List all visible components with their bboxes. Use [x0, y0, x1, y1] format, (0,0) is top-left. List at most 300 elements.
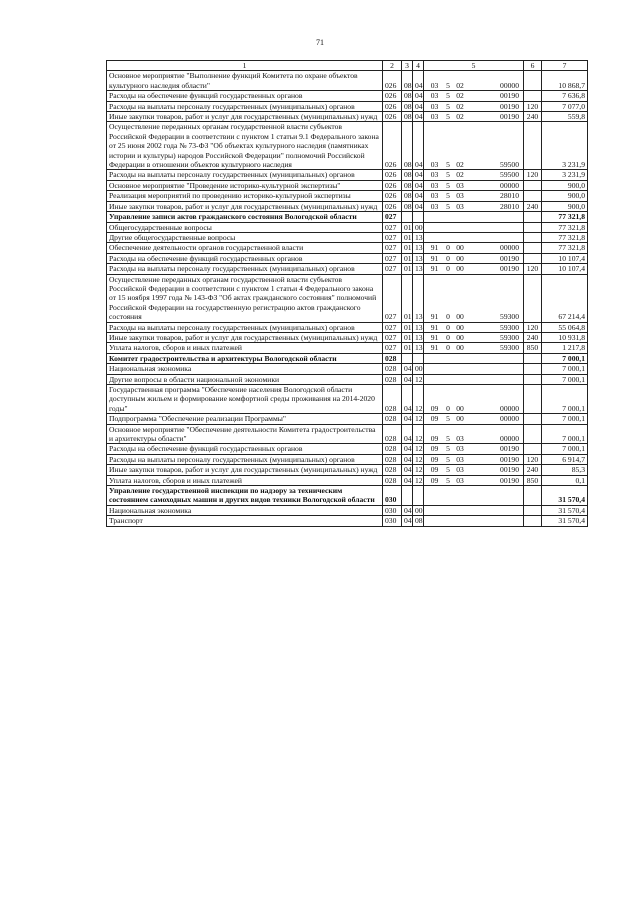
- amount-cell: 3 231,9: [542, 170, 588, 180]
- expense-name-cell: Другие общегосударственные вопросы: [107, 232, 383, 242]
- expense-name-cell: Иные закупки товаров, работ и услуг для государственных (муниципальных) нужд: [107, 201, 383, 211]
- section-code-cell: 01: [402, 253, 413, 263]
- expense-kind-cell: [524, 516, 542, 526]
- amount-cell: 7 077,0: [542, 101, 588, 111]
- target-subprogram-part: 5: [446, 475, 450, 485]
- expense-kind-cell: 120: [524, 264, 542, 274]
- target-article-cell: [424, 343, 524, 353]
- page-number: 71: [316, 38, 324, 47]
- amount-cell: 55 064,8: [542, 322, 588, 332]
- header-cell: 2: [383, 61, 402, 71]
- target-direction-part: 00000: [500, 80, 519, 90]
- subsection-code-cell: 04: [413, 180, 424, 190]
- ministry-code-cell: 028: [383, 374, 402, 384]
- table-row: [107, 253, 588, 263]
- table-body: [107, 71, 588, 526]
- subsection-code-cell: 12: [413, 385, 424, 414]
- target-article-cell: [424, 112, 524, 122]
- amount-cell: 10 107,4: [542, 253, 588, 263]
- expense-kind-cell: [524, 444, 542, 454]
- ministry-code-cell: 027: [383, 253, 402, 263]
- expense-kind-cell: [524, 385, 542, 414]
- subsection-code-cell: 12: [413, 465, 424, 475]
- expense-name-cell: Основное мероприятие "Проведение историко-культурной экспертизы": [107, 180, 383, 190]
- subsection-code-cell: 12: [413, 424, 424, 444]
- section-code-cell: 01: [402, 343, 413, 353]
- target-article-cell: [424, 353, 524, 363]
- target-direction-part: 59500: [500, 170, 519, 180]
- target-article-cell: [424, 91, 524, 101]
- amount-cell: 7 000,1: [542, 364, 588, 374]
- ministry-code-cell: 027: [383, 232, 402, 242]
- amount-cell: 7 000,1: [542, 353, 588, 363]
- amount-cell: 77 321,8: [542, 232, 588, 242]
- target-subprogram-part: 0: [446, 264, 450, 274]
- section-code-cell: 08: [402, 91, 413, 101]
- expense-kind-cell: [524, 505, 542, 515]
- target-subprogram-part: 5: [446, 454, 450, 464]
- subsection-code-cell: 13: [413, 243, 424, 253]
- target-direction-part: 59300: [500, 312, 519, 322]
- target-direction-part: 00190: [500, 101, 519, 111]
- target-article-cell: [424, 122, 524, 170]
- ministry-code-cell: 026: [383, 122, 402, 170]
- table-row: [107, 212, 588, 222]
- target-subprogram-part: 0: [446, 322, 450, 332]
- target-program-part: 03: [430, 112, 439, 122]
- ministry-code-cell: 026: [383, 91, 402, 101]
- table-row: [107, 454, 588, 464]
- ministry-code-cell: 027: [383, 332, 402, 342]
- ministry-code-cell: 027: [383, 222, 402, 232]
- expense-kind-cell: [524, 364, 542, 374]
- target-program-part: 03: [430, 180, 439, 190]
- table-row: [107, 475, 588, 485]
- ministry-code-cell: 027: [383, 212, 402, 222]
- expense-kind-cell: 850: [524, 343, 542, 353]
- table-row: [107, 71, 588, 91]
- subsection-code-cell: 13: [413, 232, 424, 242]
- section-code-cell: 01: [402, 222, 413, 232]
- amount-cell: 559,8: [542, 112, 588, 122]
- amount-cell: 10 868,7: [542, 71, 588, 91]
- amount-cell: 0,1: [542, 475, 588, 485]
- expense-name-cell: Общегосударственные вопросы: [107, 222, 383, 232]
- ministry-code-cell: 027: [383, 274, 402, 322]
- target-program-part: 03: [430, 201, 439, 211]
- target-direction-part: 00190: [500, 454, 519, 464]
- target-article-cell: [424, 424, 524, 444]
- expense-name-cell: Основное мероприятие "Обеспечение деятельности Комитета градостроительства и архитектуры области": [107, 424, 383, 444]
- ministry-code-cell: 030: [383, 486, 402, 506]
- section-code-cell: 04: [402, 475, 413, 485]
- expense-name-cell: Обеспечение деятельности органов государственной власти: [107, 243, 383, 253]
- ministry-code-cell: 026: [383, 191, 402, 201]
- table-row: [107, 170, 588, 180]
- section-code-cell: 01: [402, 232, 413, 242]
- target-article-cell: [424, 444, 524, 454]
- target-article-cell: [424, 101, 524, 111]
- subsection-code-cell: 04: [413, 201, 424, 211]
- ministry-code-cell: 027: [383, 322, 402, 332]
- target-event-part: 00: [456, 343, 464, 353]
- ministry-code-cell: 028: [383, 353, 402, 363]
- target-program-part: 09: [430, 444, 439, 454]
- budget-table: [106, 60, 588, 527]
- table-row: [107, 101, 588, 111]
- expense-kind-cell: [524, 222, 542, 232]
- amount-cell: 31 570,4: [542, 505, 588, 515]
- target-direction-part: 00190: [500, 475, 519, 485]
- expense-name-cell: Расходы на обеспечение функций государственных органов: [107, 444, 383, 454]
- target-article-cell: [424, 385, 524, 414]
- expense-kind-cell: [524, 191, 542, 201]
- table-row: [107, 112, 588, 122]
- target-subprogram-part: 5: [446, 434, 450, 444]
- expense-name-cell: Другие вопросы в области национальной экономики: [107, 374, 383, 384]
- expense-name-cell: Осуществление переданных органам государственной власти субъектов Российской Федерации в соответствии с пунктом 1 статьи 9.1 Федерального закона от 25 июня 2002 года № 73-ФЗ "Об объектах культурного наследия (памятниках истории и культуры) народов Российской Федерации" полномочий Российской Федерации в отношении объектов культурного наследия: [107, 122, 383, 170]
- expense-name-cell: Транспорт: [107, 516, 383, 526]
- target-program-part: 91: [430, 343, 439, 353]
- target-program-part: 91: [430, 322, 439, 332]
- target-article-cell: [424, 212, 524, 222]
- target-direction-part: 00190: [500, 264, 519, 274]
- target-event-part: 02: [456, 91, 464, 101]
- table-row: [107, 91, 588, 101]
- target-direction-part: 00190: [500, 465, 519, 475]
- amount-cell: 7 000,1: [542, 374, 588, 384]
- target-article-cell: [424, 71, 524, 91]
- expense-kind-cell: 240: [524, 332, 542, 342]
- target-direction-part: 00000: [500, 414, 519, 424]
- expense-name-cell: Расходы на выплаты персоналу государственных (муниципальных) органов: [107, 101, 383, 111]
- subsection-code-cell: 04: [413, 101, 424, 111]
- ministry-code-cell: 030: [383, 505, 402, 515]
- table-row: [107, 444, 588, 454]
- expense-kind-cell: [524, 232, 542, 242]
- ministry-code-cell: 026: [383, 170, 402, 180]
- amount-cell: 900,0: [542, 201, 588, 211]
- target-program-part: 03: [430, 170, 439, 180]
- target-article-cell: [424, 332, 524, 342]
- subsection-code-cell: 13: [413, 343, 424, 353]
- expense-kind-cell: 850: [524, 475, 542, 485]
- expense-name-cell: Реализация мероприятий по проведению историко-культурной экспертизы: [107, 191, 383, 201]
- expense-name-cell: Национальная экономика: [107, 364, 383, 374]
- amount-cell: 7 000,1: [542, 414, 588, 424]
- table-row: [107, 353, 588, 363]
- target-subprogram-part: 5: [446, 180, 450, 190]
- amount-cell: 900,0: [542, 191, 588, 201]
- ministry-code-cell: 028: [383, 465, 402, 475]
- expense-name-cell: Осуществление переданных органам государственной власти субъектов Российской Федерации в соответствии с пунктом 1 статьи 4 Федерального закона от 15 ноября 1997 года № 143-ФЗ "Об актах гражданского состояния" полномочий Российской Федерации на государственную регистрацию актов гражданского состояния: [107, 274, 383, 322]
- subsection-code-cell: 12: [413, 475, 424, 485]
- target-event-part: 03: [456, 444, 464, 454]
- target-article-cell: [424, 170, 524, 180]
- target-article-cell: [424, 516, 524, 526]
- subsection-code-cell: [413, 212, 424, 222]
- amount-cell: 10 107,4: [542, 264, 588, 274]
- ministry-code-cell: 026: [383, 71, 402, 91]
- target-subprogram-part: 5: [446, 414, 450, 424]
- ministry-code-cell: 026: [383, 180, 402, 190]
- target-program-part: 03: [430, 160, 439, 170]
- amount-cell: 7 000,1: [542, 424, 588, 444]
- section-code-cell: [402, 353, 413, 363]
- table-row: [107, 343, 588, 353]
- section-code-cell: [402, 486, 413, 506]
- table-row: [107, 332, 588, 342]
- expense-kind-cell: 240: [524, 465, 542, 475]
- subsection-code-cell: [413, 353, 424, 363]
- expense-kind-cell: [524, 353, 542, 363]
- target-program-part: 03: [430, 80, 439, 90]
- expense-kind-cell: 120: [524, 170, 542, 180]
- amount-cell: 900,0: [542, 180, 588, 190]
- table-row: [107, 364, 588, 374]
- table-row: [107, 232, 588, 242]
- ministry-code-cell: 028: [383, 424, 402, 444]
- section-code-cell: 04: [402, 444, 413, 454]
- expense-kind-cell: [524, 212, 542, 222]
- section-code-cell: 01: [402, 332, 413, 342]
- section-code-cell: 04: [402, 465, 413, 475]
- subsection-code-cell: 04: [413, 91, 424, 101]
- ministry-code-cell: 027: [383, 343, 402, 353]
- target-article-cell: [424, 201, 524, 211]
- section-code-cell: 08: [402, 122, 413, 170]
- ministry-code-cell: 028: [383, 385, 402, 414]
- expense-name-cell: Государственная программа "Обеспечение населения Вологодской области доступным жильем и формирование комфортной среды проживания на 2014-2020 годы": [107, 385, 383, 414]
- section-code-cell: 04: [402, 505, 413, 515]
- subsection-code-cell: 00: [413, 505, 424, 515]
- amount-cell: 77 321,8: [542, 243, 588, 253]
- amount-cell: 77 321,8: [542, 222, 588, 232]
- header-cell: 1: [107, 61, 383, 71]
- expense-name-cell: Иные закупки товаров, работ и услуг для государственных (муниципальных) нужд: [107, 332, 383, 342]
- ministry-code-cell: 028: [383, 414, 402, 424]
- amount-cell: 77 321,8: [542, 212, 588, 222]
- section-code-cell: 04: [402, 454, 413, 464]
- expense-name-cell: Иные закупки товаров, работ и услуг для государственных (муниципальных) нужд: [107, 112, 383, 122]
- table-row: [107, 516, 588, 526]
- amount-cell: 3 231,9: [542, 122, 588, 170]
- section-code-cell: 08: [402, 170, 413, 180]
- target-article-cell: [424, 475, 524, 485]
- target-subprogram-part: 5: [446, 112, 450, 122]
- target-direction-part: 59300: [500, 343, 519, 353]
- subsection-code-cell: 04: [413, 191, 424, 201]
- expense-kind-cell: 240: [524, 201, 542, 211]
- section-code-cell: 01: [402, 274, 413, 322]
- target-event-part: 00: [456, 253, 464, 263]
- target-program-part: 91: [430, 264, 439, 274]
- target-event-part: 00: [456, 332, 464, 342]
- target-event-part: 02: [456, 112, 464, 122]
- ministry-code-cell: 027: [383, 264, 402, 274]
- ministry-code-cell: 028: [383, 444, 402, 454]
- subsection-code-cell: 04: [413, 71, 424, 91]
- ministry-code-cell: 026: [383, 112, 402, 122]
- target-article-cell: [424, 322, 524, 332]
- expense-kind-cell: 120: [524, 322, 542, 332]
- target-article-cell: [424, 222, 524, 232]
- target-program-part: 03: [430, 91, 439, 101]
- section-code-cell: 01: [402, 264, 413, 274]
- expense-kind-cell: [524, 486, 542, 506]
- target-event-part: 02: [456, 80, 464, 90]
- target-article-cell: [424, 191, 524, 201]
- table-row: [107, 264, 588, 274]
- target-direction-part: 00190: [500, 91, 519, 101]
- header-cell: 7: [542, 61, 588, 71]
- section-code-cell: 08: [402, 201, 413, 211]
- subsection-code-cell: 13: [413, 332, 424, 342]
- amount-cell: 6 914,7: [542, 454, 588, 464]
- expense-kind-cell: [524, 374, 542, 384]
- target-subprogram-part: 5: [446, 101, 450, 111]
- table-row: [107, 243, 588, 253]
- expense-name-cell: Управление государственной инспекции по надзору за техническим состоянием самоходных машин и других видов техники Вологодской области: [107, 486, 383, 506]
- section-code-cell: 04: [402, 364, 413, 374]
- target-subprogram-part: 5: [446, 465, 450, 475]
- expense-name-cell: Расходы на обеспечение функций государственных органов: [107, 253, 383, 263]
- target-direction-part: 28010: [500, 201, 519, 211]
- section-code-cell: 01: [402, 322, 413, 332]
- target-event-part: 03: [456, 201, 464, 211]
- target-event-part: 03: [456, 434, 464, 444]
- subsection-code-cell: 13: [413, 322, 424, 332]
- target-article-cell: [424, 414, 524, 424]
- target-program-part: 09: [430, 465, 439, 475]
- target-subprogram-part: 0: [446, 253, 450, 263]
- subsection-code-cell: 00: [413, 364, 424, 374]
- target-article-cell: [424, 374, 524, 384]
- table-row: [107, 414, 588, 424]
- amount-cell: 31 570,4: [542, 516, 588, 526]
- amount-cell: 7 636,8: [542, 91, 588, 101]
- subsection-code-cell: 12: [413, 374, 424, 384]
- ministry-code-cell: 028: [383, 364, 402, 374]
- subsection-code-cell: 08: [413, 516, 424, 526]
- target-article-cell: [424, 232, 524, 242]
- amount-cell: 67 214,4: [542, 274, 588, 322]
- subsection-code-cell: 00: [413, 222, 424, 232]
- section-code-cell: 04: [402, 424, 413, 444]
- ministry-code-cell: 028: [383, 475, 402, 485]
- expense-name-cell: Уплата налогов, сборов и иных платежей: [107, 343, 383, 353]
- expense-kind-cell: [524, 243, 542, 253]
- target-program-part: 03: [430, 191, 439, 201]
- header-row: [107, 61, 588, 71]
- target-event-part: 03: [456, 454, 464, 464]
- target-program-part: 91: [430, 312, 439, 322]
- target-direction-part: 59300: [500, 322, 519, 332]
- target-direction-part: 00000: [500, 243, 519, 253]
- target-subprogram-part: 5: [446, 160, 450, 170]
- target-direction-part: 00190: [500, 253, 519, 263]
- target-subprogram-part: 5: [446, 170, 450, 180]
- section-code-cell: 04: [402, 374, 413, 384]
- target-subprogram-part: 5: [446, 91, 450, 101]
- target-program-part: 91: [430, 332, 439, 342]
- subsection-code-cell: 04: [413, 122, 424, 170]
- target-subprogram-part: 5: [446, 201, 450, 211]
- target-program-part: 03: [430, 101, 439, 111]
- expense-kind-cell: 120: [524, 454, 542, 464]
- section-code-cell: 04: [402, 414, 413, 424]
- target-event-part: 02: [456, 160, 464, 170]
- target-subprogram-part: 0: [446, 312, 450, 322]
- target-direction-part: 28010: [500, 191, 519, 201]
- table-row: [107, 322, 588, 332]
- target-event-part: 00: [456, 414, 464, 424]
- target-direction-part: 59500: [500, 160, 519, 170]
- target-event-part: 00: [456, 403, 464, 413]
- target-subprogram-part: 0: [446, 243, 450, 253]
- target-event-part: 00: [456, 322, 464, 332]
- expense-kind-cell: [524, 424, 542, 444]
- expense-name-cell: Иные закупки товаров, работ и услуг для государственных (муниципальных) нужд: [107, 465, 383, 475]
- table-row: [107, 122, 588, 170]
- subsection-code-cell: [413, 486, 424, 506]
- expense-name-cell: Национальная экономика: [107, 505, 383, 515]
- table-row: [107, 222, 588, 232]
- target-subprogram-part: 0: [446, 332, 450, 342]
- target-event-part: 02: [456, 170, 464, 180]
- target-subprogram-part: 0: [446, 403, 450, 413]
- table-row: [107, 180, 588, 190]
- target-article-cell: [424, 454, 524, 464]
- ministry-code-cell: 026: [383, 201, 402, 211]
- target-program-part: 09: [430, 454, 439, 464]
- amount-cell: 7 000,1: [542, 385, 588, 414]
- subsection-code-cell: 13: [413, 264, 424, 274]
- header-cell: 4: [413, 61, 424, 71]
- expense-name-cell: Подпрограмма "Обеспечение реализации Программы": [107, 414, 383, 424]
- table-row: [107, 385, 588, 414]
- ministry-code-cell: 026: [383, 101, 402, 111]
- table-row: [107, 424, 588, 444]
- target-direction-part: 00000: [500, 434, 519, 444]
- target-subprogram-part: 5: [446, 191, 450, 201]
- expense-kind-cell: [524, 274, 542, 322]
- header-cell: 3: [402, 61, 413, 71]
- section-code-cell: 08: [402, 112, 413, 122]
- subsection-code-cell: 12: [413, 414, 424, 424]
- expense-kind-cell: [524, 414, 542, 424]
- section-code-cell: 01: [402, 243, 413, 253]
- subsection-code-cell: 13: [413, 253, 424, 263]
- target-program-part: 09: [430, 434, 439, 444]
- target-event-part: 00: [456, 312, 464, 322]
- table-row: [107, 201, 588, 211]
- table-row: [107, 486, 588, 506]
- target-program-part: 09: [430, 403, 439, 413]
- target-program-part: 09: [430, 414, 439, 424]
- target-article-cell: [424, 274, 524, 322]
- target-article-cell: [424, 253, 524, 263]
- target-subprogram-part: 5: [446, 80, 450, 90]
- expense-kind-cell: [524, 122, 542, 170]
- section-code-cell: 08: [402, 191, 413, 201]
- target-program-part: 91: [430, 243, 439, 253]
- target-article-cell: [424, 243, 524, 253]
- expense-name-cell: Расходы на выплаты персоналу государственных (муниципальных) органов: [107, 322, 383, 332]
- target-article-cell: [424, 264, 524, 274]
- expense-kind-cell: [524, 253, 542, 263]
- target-article-cell: [424, 180, 524, 190]
